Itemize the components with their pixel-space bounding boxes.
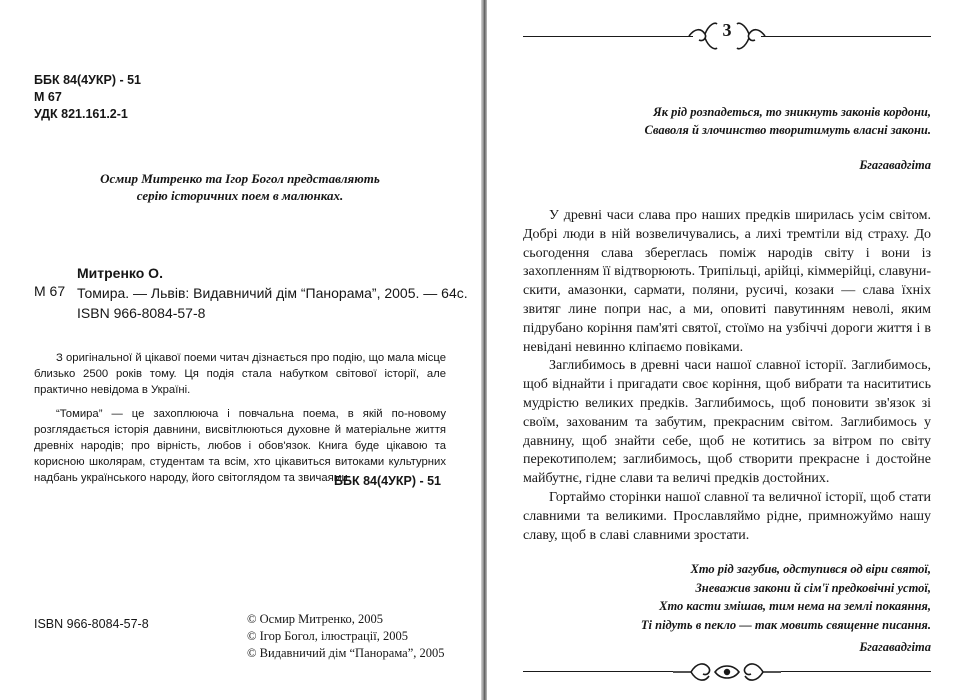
epigraph-line: Зневажив закони й сім'ї предковічні устої, bbox=[695, 580, 931, 595]
epigraph-line: Хто рід загубив, одступився од віри святої, bbox=[690, 562, 931, 576]
annotation-paragraph: “Томира” — це захоплююча і повчальна поема, в якій по-новому розглядається історія давнини, висвітлюються духовне й матеріальне життя древніх народів; про вірність, любов і обов'язок. Книга буде цікавою та корисною школярам, студентам та всім, хто цікавиться витоками культурних надбань українського народу, його світоглядом та звичаями. bbox=[34, 408, 446, 484]
epigraph-bottom-source: Бгагавадгіта bbox=[859, 640, 931, 654]
presents-text bbox=[60, 170, 420, 204]
footer-rule-left bbox=[523, 671, 673, 672]
author-sign: М 67 bbox=[34, 90, 62, 104]
main-paragraph: Заглибимось в древні часи нашої славної історії. Заглибимось, щоб віднайти і пригадати своє коріння, щоб вибрати та насититись мудрістю великих предків. Заглибимось, щоб поновити зв'язок зі своїм, захованим та забутим, прекрасним світом. Заглибимось у давнину, щоб знайти себе, щоб не котитись за вітром по світу перекотиполем; заглибимось, щоб створити прекрасне і достойне майбутнє, гідне слави та величі предків достойних. bbox=[523, 358, 931, 487]
epigraph-line: Як рід розпадеться, то зникнуть законів кордони, bbox=[653, 105, 931, 119]
annotation bbox=[34, 350, 446, 486]
epigraph-line: Ті підуть в пекло — так мовить священне писання. bbox=[640, 617, 931, 632]
copyright-block bbox=[247, 611, 445, 662]
epigraph-top-source: Бгагавадгіта bbox=[859, 158, 931, 172]
header-rule-left bbox=[523, 36, 693, 37]
copyright-line: © Ігор Богол, ілюстрації, 2005 bbox=[247, 629, 408, 643]
right-page bbox=[487, 0, 968, 700]
header-rule-right bbox=[761, 36, 931, 37]
footer-ornament-icon bbox=[671, 660, 783, 684]
author-name: Митренко О. bbox=[77, 265, 163, 281]
annotation-paragraph: З оригінальної й цікавої поеми читач дізнається про подію, що мала місце близько 2500 років тому. Ця подія стала набутком світової історії, але практично невідома в Україні. bbox=[34, 352, 446, 396]
biblio-title-line: Томира. — Львів: Видавничий дім “Панорама”, 2005. — 64с. bbox=[77, 285, 468, 301]
epigraph-line: Сваволя й злочинство творитимуть власні закони. bbox=[644, 123, 931, 137]
main-text bbox=[523, 207, 931, 545]
page-number: 3 bbox=[722, 20, 732, 40]
epigraph-top bbox=[547, 103, 931, 139]
bbk-header-block bbox=[34, 72, 141, 123]
main-paragraph: Гортаймо сторінки нашої славної та величної історії, щоб стати славними та великими. Прославляймо рідне, примножуймо нашу славу, щоб в славі славними зростати. bbox=[523, 489, 931, 543]
copyright-line: © Осмир Митренко, 2005 bbox=[247, 612, 384, 626]
copyright-line: © Видавничий дім “Панорама”, 2005 bbox=[247, 646, 445, 660]
bbk-code-bottom: ББК 84(4УКР) - 51 bbox=[334, 474, 442, 488]
presents-line: серію історичних поем в малюнках. bbox=[136, 188, 344, 203]
udk-code: УДК 821.161.2-1 bbox=[34, 107, 128, 121]
main-paragraph: У древні часи слава про наших предків ширилась усім світом. Добрі люди в ній возвеличувались, а лихі тремтіли від страху. До сьогодення слава збереглась поміж народів світу і вони із захопленням її відтворюють. Трипільці, арійці, кіммерійці, славуни-скити, амазонки, сармати, поляни, русичі, козаки — слава їхніх звитяг лине попри нас, а ми, оповиті павутинням неволі, яким підрубано коріння пам'яті святої, стоїмо на узбіччі дороги життя і в невідані невинно кліпаємо повіками. bbox=[523, 208, 931, 355]
epigraph-line: Хто касти змішав, тим нема на землі покаяння, bbox=[659, 599, 931, 613]
footer-rule-right bbox=[781, 671, 931, 672]
epigraph-bottom bbox=[547, 560, 931, 634]
left-page bbox=[0, 0, 481, 700]
biblio-isbn-line: ISBN 966-8084-57-8 bbox=[77, 305, 206, 321]
bibliographic-description bbox=[77, 283, 468, 323]
presents-line: Осмир Митренко та Ігор Богол представляють bbox=[100, 171, 380, 186]
index-code: М 67 bbox=[34, 283, 66, 299]
bbk-code: ББК 84(4УКР) - 51 bbox=[34, 73, 142, 87]
isbn-bottom: ISBN 966-8084-57-8 bbox=[34, 617, 149, 631]
